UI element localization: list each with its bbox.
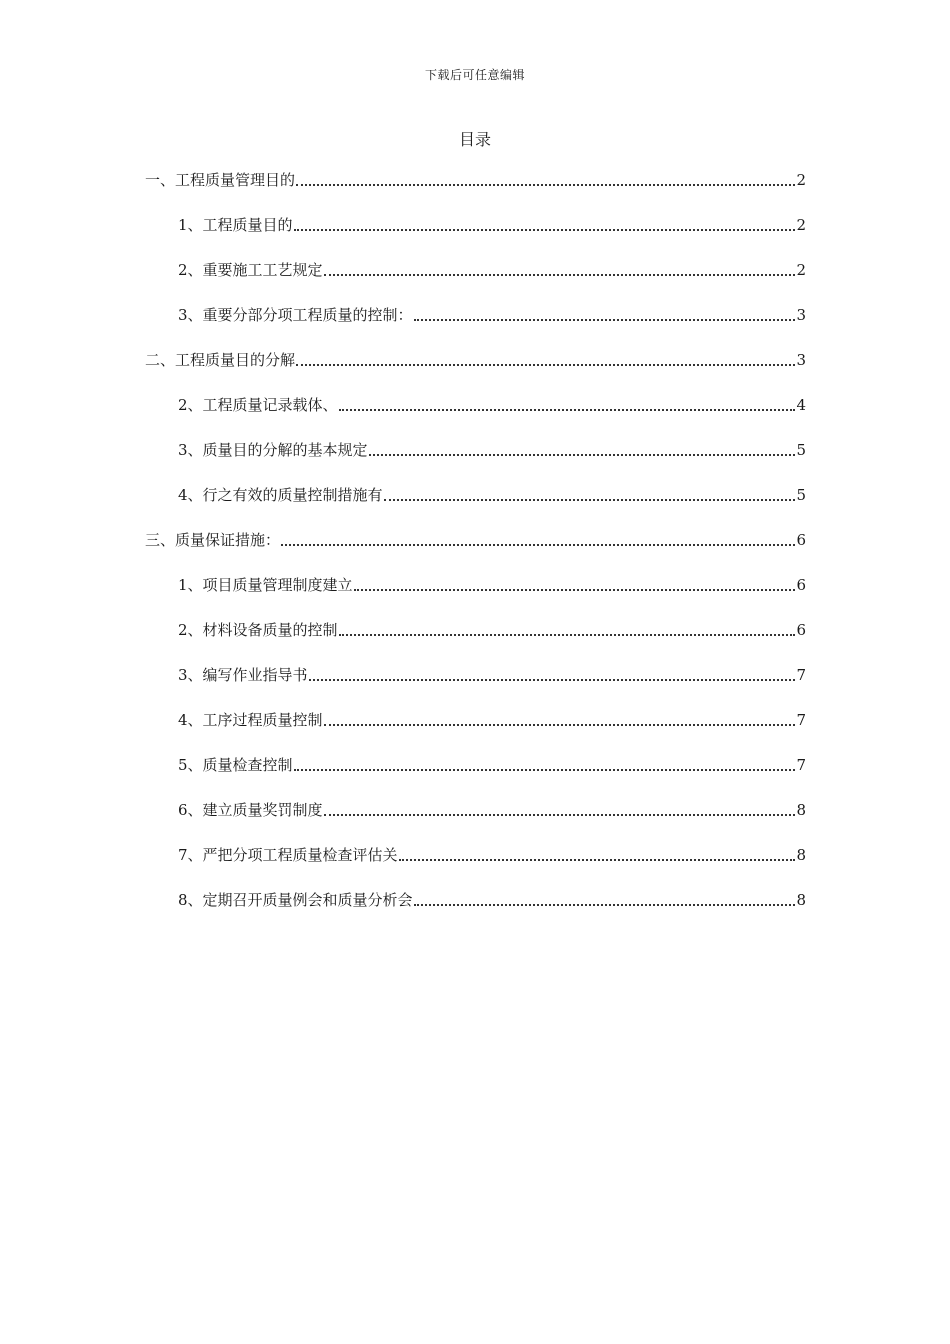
toc-entry-label[interactable]: 2、重要施工工艺规定 (178, 261, 323, 279)
toc-dot-leader (324, 274, 796, 276)
toc-entry-page-number[interactable]: 6 (796, 576, 806, 594)
toc-dot-leader (414, 904, 796, 906)
toc-entry[interactable] (145, 192, 806, 237)
header-note: 下载后可任意编辑 (424, 68, 525, 82)
toc-entry-label[interactable]: 4、行之有效的质量控制措施有 (178, 486, 383, 504)
toc-entry[interactable] (145, 372, 806, 417)
toc-dot-leader (294, 229, 796, 231)
toc-entry-page-number[interactable]: 3 (796, 306, 806, 324)
toc-dot-leader (369, 454, 796, 456)
toc-entry-page-number[interactable]: 8 (796, 801, 806, 819)
toc-entry[interactable] (145, 822, 806, 867)
toc-entry[interactable] (145, 462, 806, 507)
toc-entry-label[interactable]: 5、质量检查控制 (178, 756, 293, 774)
toc-entry[interactable] (145, 597, 806, 642)
toc-title: 目录 (458, 130, 491, 149)
toc-dot-leader (384, 499, 796, 501)
toc-dot-leader (281, 544, 795, 546)
toc-entry[interactable] (145, 552, 806, 597)
toc-entry-page-number[interactable]: 7 (796, 756, 806, 774)
toc-entry-page-number[interactable]: 7 (796, 711, 806, 729)
toc-entry-page-number[interactable]: 7 (796, 666, 806, 684)
toc-dot-leader (354, 589, 796, 591)
toc-dot-leader (296, 184, 795, 186)
toc-entry-label[interactable]: 2、工程质量记录载体、 (178, 396, 338, 414)
toc-entry-label[interactable]: 2、材料设备质量的控制 (178, 621, 338, 639)
toc-dot-leader (324, 814, 796, 816)
toc-entry[interactable] (145, 642, 806, 687)
toc-entry-label[interactable]: 1、项目质量管理制度建立 (178, 576, 353, 594)
toc-dot-leader (399, 859, 796, 861)
toc-entry[interactable] (145, 507, 806, 552)
toc-entry-label[interactable]: 6、建立质量奖罚制度 (178, 801, 323, 819)
toc-entry-label[interactable]: 3、重要分部分项工程质量的控制： (178, 306, 413, 324)
toc-entry[interactable] (145, 867, 806, 912)
toc-entry-label[interactable]: 4、工序过程质量控制 (178, 711, 323, 729)
toc-entry-label[interactable]: 7、严把分项工程质量检查评估关 (178, 846, 398, 864)
toc-entry-label[interactable]: 8、定期召开质量例会和质量分析会 (178, 891, 413, 909)
toc-entry-label[interactable]: 3、编写作业指导书 (178, 666, 308, 684)
toc-dot-leader (339, 634, 796, 636)
toc-entry-page-number[interactable]: 4 (796, 396, 806, 414)
toc-entry-page-number[interactable]: 5 (796, 441, 806, 459)
toc-entry-page-number[interactable]: 8 (796, 891, 806, 909)
toc-entry-label[interactable]: 1、工程质量目的 (178, 216, 293, 234)
toc-entry-page-number[interactable]: 2 (796, 261, 806, 279)
toc-entry[interactable] (145, 282, 806, 327)
toc-entry-page-number[interactable]: 6 (796, 621, 806, 639)
toc-entry-page-number[interactable]: 5 (796, 486, 806, 504)
toc-dot-leader (339, 409, 796, 411)
toc-dot-leader (296, 364, 795, 366)
toc-entry-page-number[interactable]: 8 (796, 846, 806, 864)
toc-entry[interactable] (145, 417, 806, 462)
toc-entry-label[interactable]: 3、质量目的分解的基本规定 (178, 441, 368, 459)
toc-entry[interactable] (145, 732, 806, 777)
toc-entry[interactable] (145, 168, 806, 192)
toc-entry-label[interactable]: 二、工程质量目的分解 (145, 351, 296, 369)
toc-entry[interactable] (145, 687, 806, 732)
toc-entry-page-number[interactable]: 2 (796, 216, 806, 234)
toc-entry[interactable] (145, 237, 806, 282)
toc-entry-label[interactable]: 三、质量保证措施： (145, 531, 281, 549)
toc-dot-leader (414, 319, 796, 321)
toc-entry[interactable] (145, 327, 806, 372)
toc-entry-page-number[interactable]: 3 (796, 351, 806, 369)
toc-entry[interactable] (145, 777, 806, 822)
toc-entry-page-number[interactable]: 2 (796, 171, 806, 189)
toc-entry-label[interactable]: 一、工程质量管理目的 (145, 171, 296, 189)
toc-entry-page-number[interactable]: 6 (796, 531, 806, 549)
toc-dot-leader (294, 769, 796, 771)
table-of-contents (145, 168, 806, 912)
toc-dot-leader (324, 724, 796, 726)
toc-dot-leader (309, 679, 796, 681)
